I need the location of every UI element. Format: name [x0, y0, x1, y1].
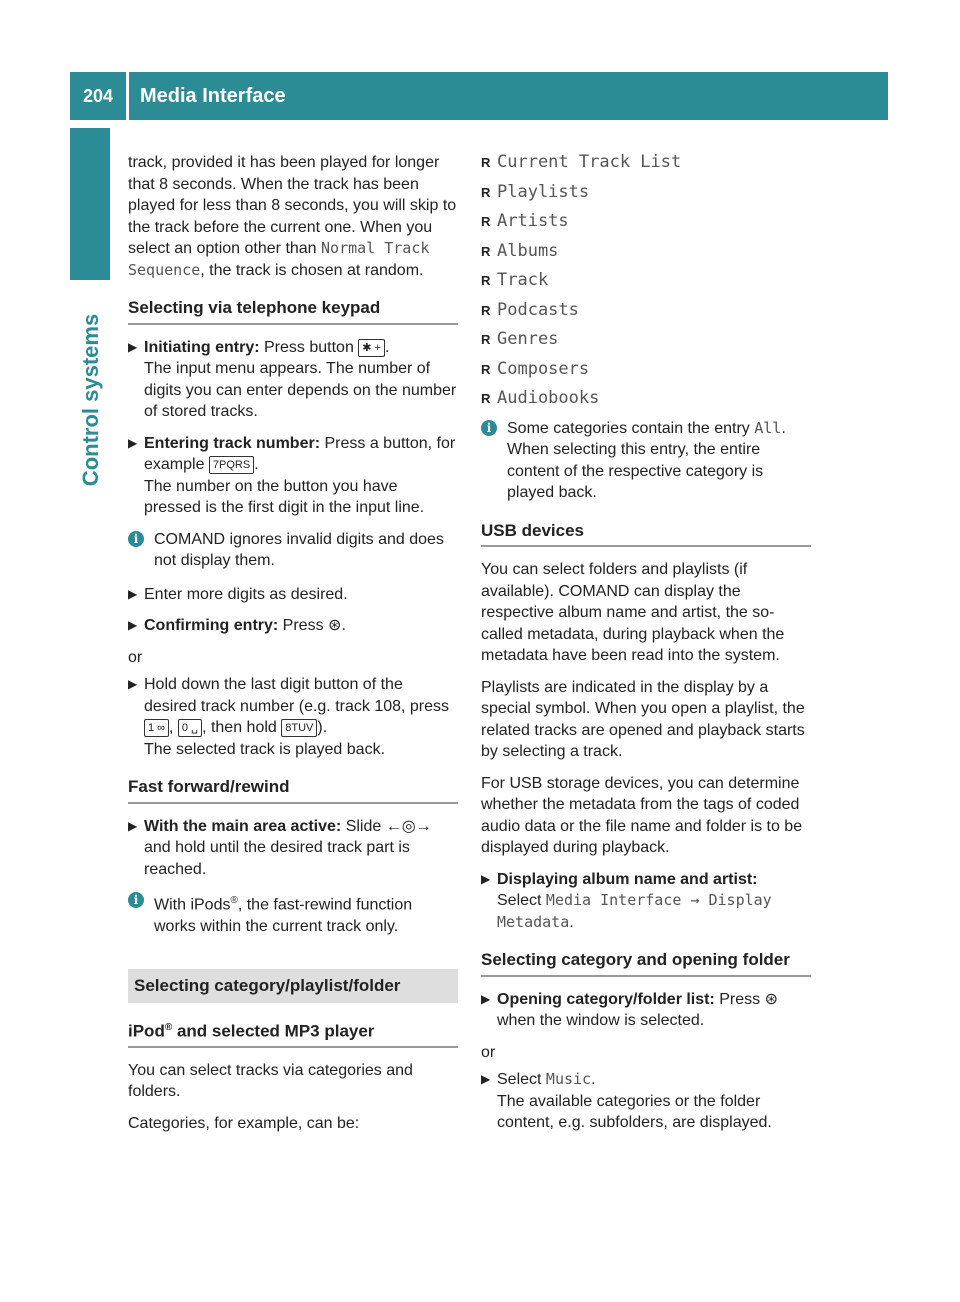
keypad-heading: Selecting via telephone keypad — [128, 297, 458, 325]
list-item: R Track — [481, 270, 549, 290]
ipod-heading: iPod® and selected MP3 player — [128, 1017, 458, 1048]
key-1-icon: 1 ∞ — [144, 719, 169, 737]
controller-press-icon: ⊛ — [764, 990, 779, 1008]
list-item: R Audiobooks — [481, 388, 600, 408]
section-box-heading: Selecting category/playlist/folder — [128, 969, 458, 1003]
step-arrow-icon: ▶ — [128, 677, 138, 691]
page-title: Media Interface — [140, 85, 286, 107]
list-item: R Playlists — [481, 181, 590, 202]
step-enter-more: ▶ Enter more digits as desired. — [128, 584, 458, 606]
step-confirming-entry: ▶ Confirming entry: Press ⊛. — [128, 615, 458, 637]
page-number: 204 — [82, 86, 114, 106]
fast-forward-heading: Fast forward/rewind — [128, 776, 458, 804]
star-key-icon: ✱ + — [358, 339, 385, 357]
step-main-area-active: ▶ With the main area active: Slide ←◎→ and hold until the desired track part is reached. — [128, 817, 432, 878]
list-item: R Albums — [481, 240, 559, 261]
usb-paragraph: You can select folders and playlists (if available). COMAND can display the respective album name and artist, the so-called metadata, during playback when the metadata have been read into the system. — [481, 561, 785, 664]
step-display-metadata: ▶ Displaying album name and artist: Select Media Interface → Display Metadata. — [481, 870, 772, 931]
list-item: R Artists — [481, 211, 569, 231]
info-icon: i — [481, 420, 497, 436]
usb-paragraph: For USB storage devices, you can determine whether the metadata from the tags of coded audio data or the file name and folder is to be displayed during playback. — [481, 774, 803, 856]
or-label: or — [128, 648, 143, 666]
step-arrow-icon: ▶ — [128, 586, 138, 601]
list-item: R Genres — [481, 329, 559, 349]
category-list — [481, 152, 811, 410]
info-icon: i — [128, 531, 144, 547]
or-label: or — [481, 1043, 496, 1061]
list-item: R Podcasts — [481, 299, 579, 320]
step-arrow-icon: ▶ — [481, 1072, 491, 1086]
list-item: R Current Track List — [481, 152, 682, 172]
list-item: R Composers — [481, 358, 590, 379]
info-icon: i — [128, 892, 144, 908]
step-select-music: ▶ Select Music. The available categories or the folder content, e.g. subfolders, are displayed. — [481, 1070, 772, 1131]
side-tab — [70, 128, 110, 280]
info-note: i With iPods®, the fast-rewind function works within the current track only. — [128, 890, 458, 937]
step-arrow-icon: ▶ — [481, 871, 491, 886]
folder-heading: Selecting category and opening folder — [481, 949, 811, 977]
step-arrow-icon: ▶ — [128, 818, 138, 833]
info-note: i COMAND ignores invalid digits and does not display them. — [128, 529, 458, 572]
usb-heading: USB devices — [481, 520, 811, 548]
step-arrow-icon: ▶ — [128, 435, 138, 450]
info-note: i Some categories contain the entry All. When selecting this entry, the entire content of the respective category is played back. — [481, 418, 811, 504]
step-initiating-entry: ▶ Initiating entry: Press button ✱ + . The input menu appears. The number of digits you can enter depends on the number of stored tracks. — [128, 338, 457, 420]
right-column — [481, 152, 811, 1144]
step-opening-category: ▶ Opening category/folder list: Press ⊛ when the window is selected. — [481, 990, 779, 1029]
step-arrow-icon: ▶ — [481, 991, 491, 1006]
key-0-icon: 0 ␣ — [178, 719, 202, 737]
ipod-paragraph: You can select tracks via categories and folders. — [128, 1061, 413, 1101]
step-entering-track-number: ▶ Entering track number: Press a button, for example 7PQRS . The number on the button you have pressed is the first digit in the input line. — [128, 434, 456, 516]
step-hold-last-digit: ▶ Hold down the last digit button of the desired track number (e.g. track 108, press 1 ∞ , 0 ␣ , then hold 8TUV ). The selected track is played back. — [128, 676, 450, 758]
key-8-icon: 8TUV — [281, 719, 317, 737]
ipod-paragraph: Categories, for example, can be: — [128, 1114, 360, 1132]
intro-paragraph: track, provided it has been played for longer that 8 seconds. When the track has been played for less than 8 seconds, you will skip to the track before the current one. When you select an option other than Normal Track Sequence, the track is chosen at random. — [128, 154, 457, 279]
header-divider — [126, 72, 129, 120]
usb-paragraph: Playlists are indicated in the display by a special symbol. When you open a playlist, the related tracks are opened and playback starts by selecting a track. — [481, 678, 805, 760]
key-7-icon: 7PQRS — [209, 456, 254, 474]
step-arrow-icon: ▶ — [128, 339, 138, 354]
controller-slide-icon: ←◎→ — [385, 817, 432, 835]
step-arrow-icon: ▶ — [128, 618, 138, 632]
side-section-label: Control systems — [78, 313, 103, 487]
controller-press-icon: ⊛ — [328, 617, 342, 634]
left-column — [128, 152, 458, 1144]
